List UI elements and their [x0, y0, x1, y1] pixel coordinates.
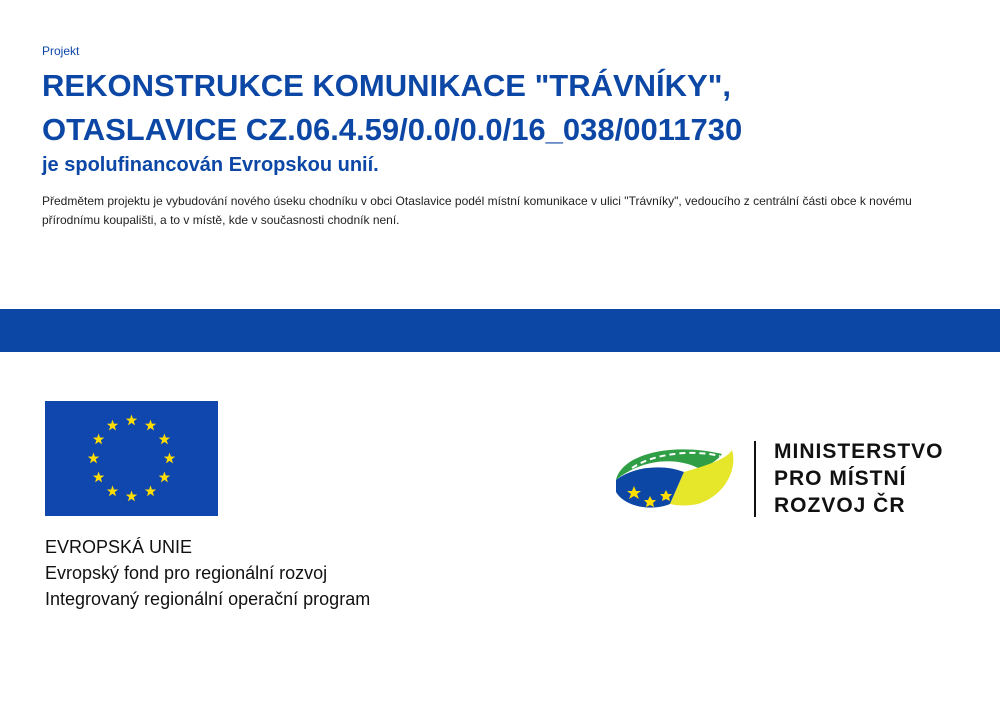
project-title-line2: OTASLAVICE CZ.06.4.59/0.0/0.0/16_038/0011730: [42, 112, 743, 147]
cofinancing-statement: je spolufinancován Evropskou unií.: [42, 154, 379, 176]
mmr-line2: PRO MÍSTNÍ: [774, 467, 907, 490]
mmr-line1: MINISTERSTVO: [774, 440, 944, 463]
eu-text-block: [45, 534, 370, 612]
mmr-logo-icon: [612, 440, 738, 518]
eu-program-name: Integrovaný regionální operační program: [45, 589, 371, 609]
eu-name: EVROPSKÁ UNIE: [45, 537, 193, 557]
project-description: Předmětem projektu je vybudování nového úseku chodníku v obci Otaslavice podél místní komunikace v ulici "Trávníky", vedoucího z centrální části obce k novému přírodnímu koupališti, a to v místě, kde v současnosti chodník není.: [42, 194, 912, 227]
blue-band: [0, 309, 1000, 352]
project-title: [42, 64, 942, 152]
project-title-line1: REKONSTRUKCE KOMUNIKACE "TRÁVNÍKY",: [42, 68, 732, 103]
mmr-line3: ROZVOJ ČR: [774, 494, 906, 517]
eu-fund-name: Evropský fond pro regionální rozvoj: [45, 563, 328, 583]
project-label: Projekt: [42, 44, 80, 58]
eu-flag-icon: [45, 401, 218, 516]
mmr-text-block: [774, 438, 944, 519]
mmr-divider: [754, 441, 756, 517]
